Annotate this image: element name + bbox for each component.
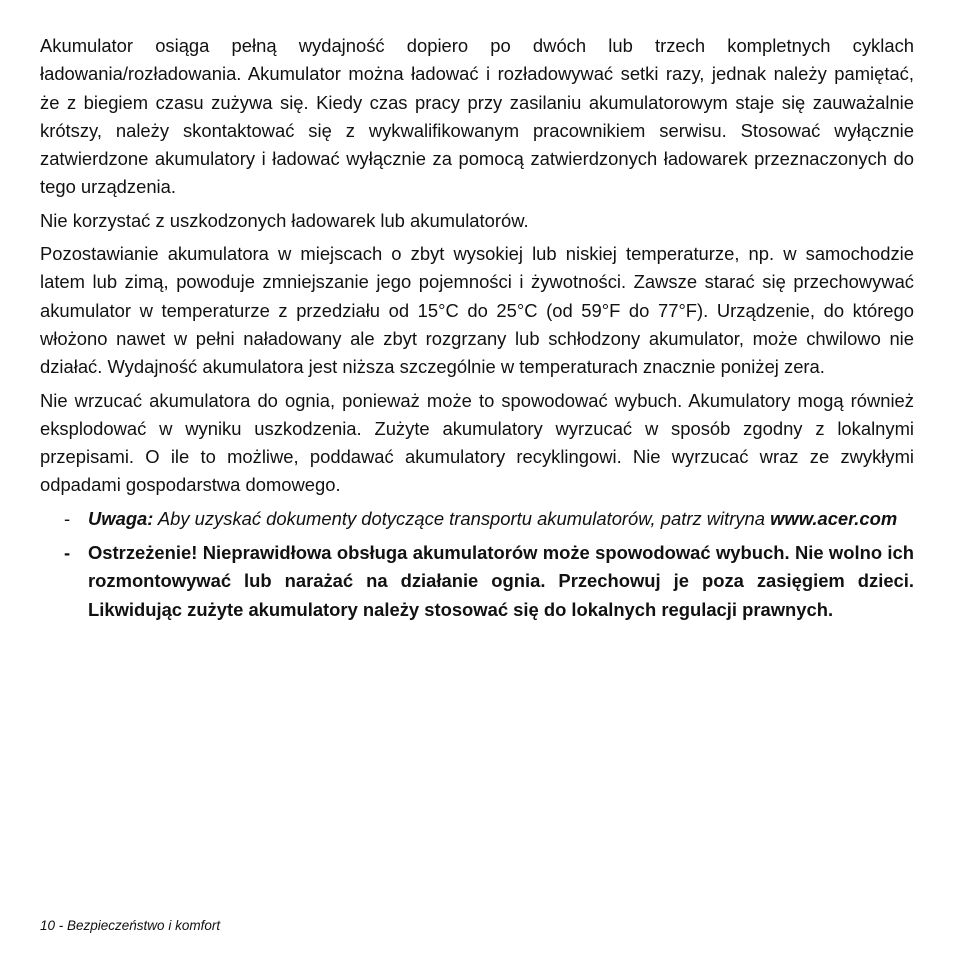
note-item [40, 505, 914, 533]
paragraph-disposal: Nie wrzucać akumulatora do ognia, ponieważ może to spowodować wybuch. Akumulatory mogą również eksplodować w wyniku uszkodzenia. Zużyte akumulatory wyrzucać w sposób zgodny z lokalnymi przepisami. O ile to możliwe, poddawać akumulatory recyklingowi. Nie wyrzucać wraz ze zwykłymi odpadami gospodarstwa domowego. [40, 389, 914, 496]
note-dash: - [64, 507, 71, 529]
warning-item [40, 539, 914, 624]
warning-dash: - [64, 542, 71, 564]
note-text: Aby uzyskać dokumenty dotyczące transportu akumulatorów, patrz witryna [153, 507, 771, 529]
note-label: Uwaga: [88, 507, 154, 529]
acer-website-link[interactable]: www.acer.com [770, 507, 898, 529]
page-footer: 10 - Bezpieczeństwo i komfort [40, 918, 221, 933]
paragraph-damaged-chargers: Nie korzystać z uszkodzonych ładowarek lub akumulatorów. [40, 209, 529, 231]
paragraph-temperature: Pozostawianie akumulatora w miejscach o zbyt wysokiej lub niskiej temperaturze, np. w samochodzie latem lub zimą, powoduje zmniejszanie jego pojemności i żywotności. Zawsze starać się przechowywać akumulator w temperaturze z przedziału od 15°C do 25°C (od 59°F do 77°F). Urządzenie, do którego włożono nawet w pełni naładowany ale zbyt rozgrzany lub schłodzony akumulator, może chwilowo nie działać. Wydajność akumulatora jest niższa szczególnie w temperaturach znacznie poniżej zera. [40, 243, 914, 378]
document-body [40, 32, 914, 630]
warning-text: Ostrzeżenie! Nieprawidłowa obsługa akumulatorów może spowodować wybuch. Nie wolno ich rozmontowywać lub narażać na działanie ognia. Przechowuj je poza zasięgiem dzieci. Likwidując zużyte akumulatory należy stosować się do lokalnych regulacji prawnych. [88, 542, 914, 620]
paragraph-battery-performance: Akumulator osiąga pełną wydajność dopiero po dwóch lub trzech kompletnych cyklach ładowania/rozładowania. Akumulator można ładować i rozładowywać setki razy, jednak należy pamiętać, że z biegiem czasu zużywa się. Kiedy czas pracy przy zasilaniu akumulatorowym staje się zauważalnie krótszy, należy skontaktować się z wykwalifikowanym pracownikiem serwisu. Stosować wyłącznie zatwierdzone akumulatory i ładować wyłącznie za pomocą zatwierdzonych ładowarek przeznaczonych do tego urządzenia. [40, 35, 914, 198]
